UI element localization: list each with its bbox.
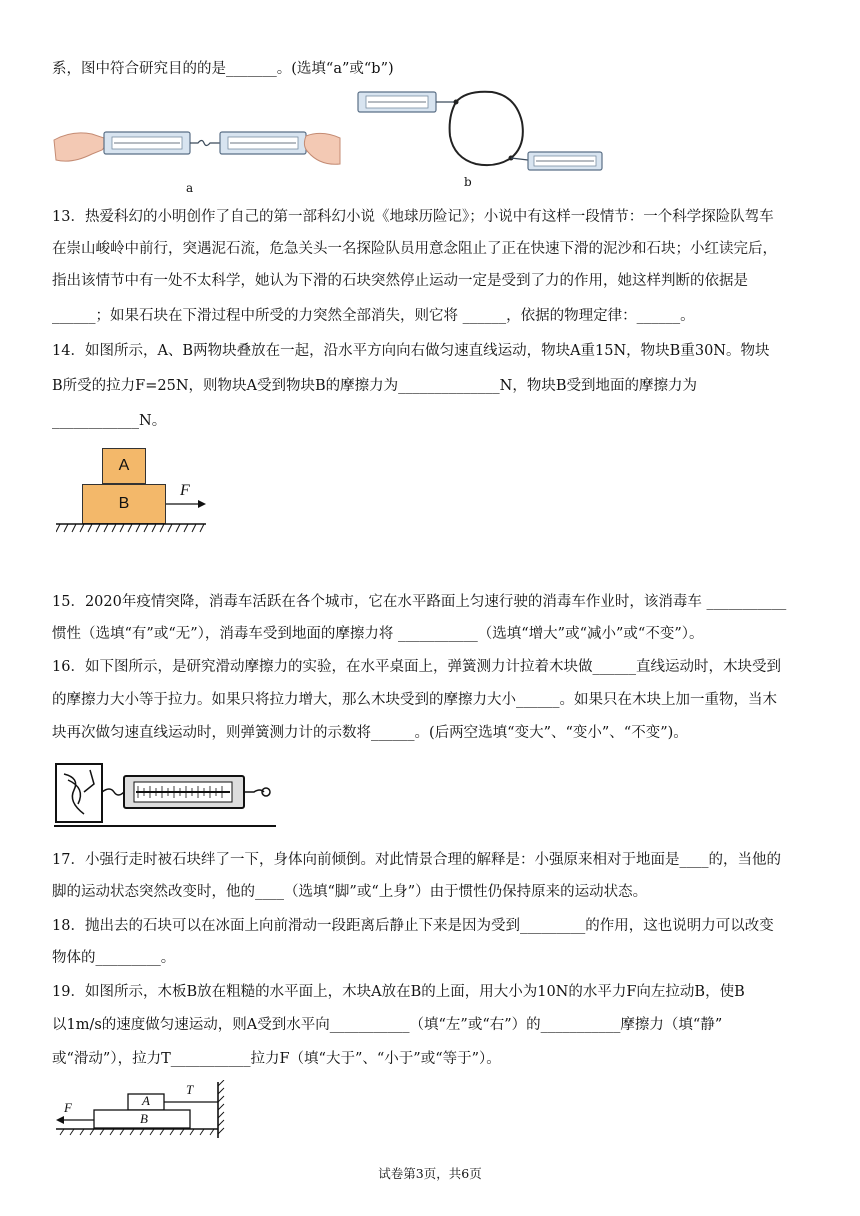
q13-line-3: 指出该情节中有一处不太科学，她认为下滑的石块突然停止运动一定是受到了力的作用，她这样判断的依据是 (52, 273, 748, 289)
q19-line-1: 19．如图所示，木板B放在粗糙的水平面上，木块A放在B的上面，用大小为10N的水平力F向左拉动B，使B (52, 984, 745, 1000)
force-f-label-q19: F (64, 1100, 72, 1115)
q14-line-1: 14．如图所示，A、B两物块叠放在一起，沿水平方向向右做匀速直线运动，物块A重15N，物块B重30N。物块 (52, 343, 770, 359)
q16-line-3: 块再次做匀速直线运动时，则弹簧测力计的示数将______。(后两空选填“变大”、“变小”、“不变”)。 (52, 725, 688, 741)
board-b-label: B (140, 1111, 148, 1126)
figure-b-spring-scales (356, 86, 606, 178)
figure-a-label: a (186, 181, 194, 195)
q17-line-1: 17．小强行走时被石块绊了一下，身体向前倾倒。对此情景合理的解释是：小强原来相对于地面是____的，当他的 (52, 852, 781, 868)
figure-a-spring-scales (52, 120, 342, 192)
q19-line-2: 以1m/s的速度做匀速运动，则A受到水平向___________（填“左”或“右”）的___________摩擦力（填“静” (52, 1017, 723, 1033)
q13-line-1: 13．热爱科幻的小明创作了自己的第一部科幻小说《地球历险记》；小说中有这样一段情节：一个科学探险队驾车 (52, 209, 774, 225)
q13-line-4: ______；如果石块在下滑过程中所受的力突然全部消失，则它将 ______，依据的物理定律：______。 (52, 308, 695, 324)
force-f-label: F (180, 482, 190, 499)
figure-q16-friction-experiment (54, 760, 276, 832)
q18-line-1: 18．抛出去的石块可以在冰面上向前滑动一段距离后静止下来是因为受到_________的作用，这也说明力可以改变 (52, 918, 774, 934)
q17-line-2: 脚的运动状态突然改变时，他的____（选填“脚”或“上身”）由于惯性仍保持原来的运动状态。 (52, 884, 648, 900)
figure-q14-blocks (56, 446, 216, 536)
q15-line-2: 惯性（选填“有”或“无”），消毒车受到地面的摩擦力将 ___________（选填“增大”或“减小”或“不变”）。 (52, 626, 704, 642)
q12-line-1: 系，图中符合研究目的的是_______。(选填“a”或“b”) (52, 61, 394, 77)
block-a: A (102, 448, 146, 484)
page-footer: 试卷第3页，共6页 (378, 1166, 482, 1181)
q18-line-2: 物体的_________。 (52, 950, 176, 966)
q15-line-1: 15．2020年疫情突降，消毒车活跃在各个城市，它在水平路面上匀速行驶的消毒车作业时，该消毒车 ___________ (52, 594, 787, 610)
block-b: B (82, 484, 166, 524)
figure-b-label: b (464, 175, 472, 189)
q13-line-2: 在崇山峻岭中前行，突遇泥石流，危急关头一名探险队员用意念阻止了正在快速下滑的泥沙和石块；小红读完后， (52, 241, 777, 257)
tension-t-label: T (186, 1082, 194, 1097)
force-arrow-and-ground (56, 446, 216, 536)
figure-q19-board-and-block (54, 1080, 230, 1140)
q14-line-2: B所受的拉力F=25N，则物块A受到物块B的摩擦力为______________N，物块B受到地面的摩擦力为 (52, 378, 697, 394)
block-a-label: A (142, 1093, 150, 1108)
q14-line-3: ____________N。 (52, 413, 167, 429)
q19-line-3: 或“滑动”），拉力T___________拉力F（填“大于”、“小于”或“等于”）。 (52, 1051, 501, 1067)
q16-line-1: 16．如下图所示，是研究滑动摩擦力的实验，在水平桌面上，弹簧测力计拉着木块做______直线运动时，木块受到 (52, 659, 781, 675)
q16-line-2: 的摩擦力大小等于拉力。如果只将拉力增大，那么木块受到的摩擦力大小______。如果只在木块上加一重物，当木 (52, 692, 777, 708)
